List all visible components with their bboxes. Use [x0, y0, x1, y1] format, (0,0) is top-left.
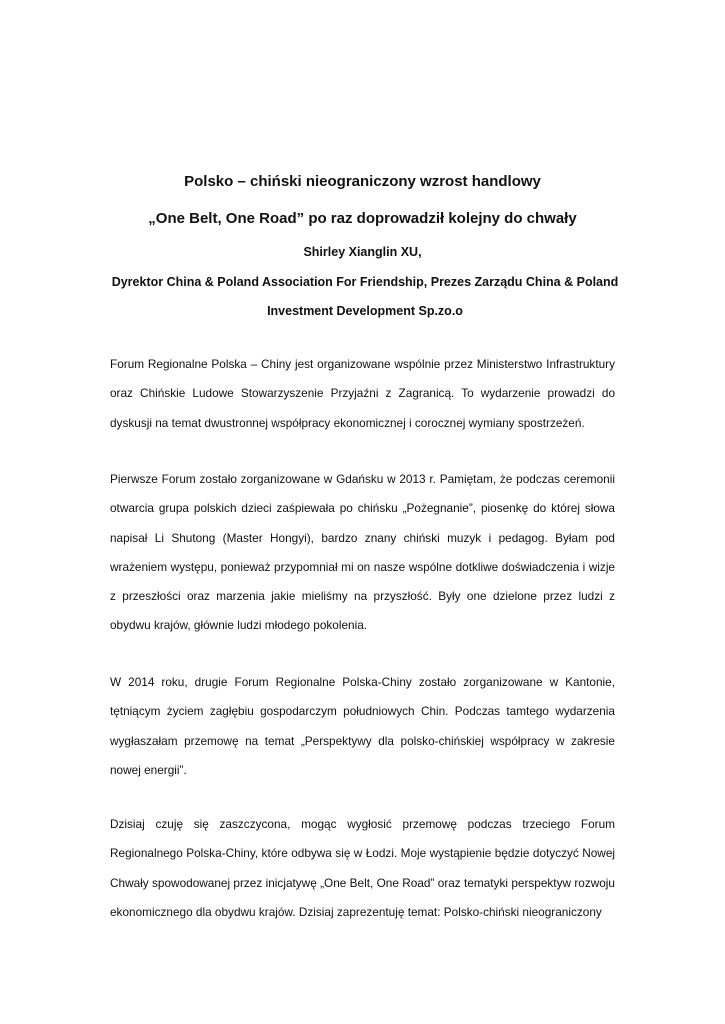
body-paragraph: Dzisiaj czuję się zaszczycona, mogąc wygłosić przemowę podczas trzeciego Forum Regionalnego Polska-Chiny, które odbywa się w Łodzi. Moje wystąpienie będzie dotyczyć Nowej Chwały spowodowanej przez inicjatywę „One Belt, One Road” oraz tematyki perspektyw rozwoju ekonomicznego dla obydwu krajów. Dzisiaj zaprezentuję temat: Polsko-chiński nieograniczony [110, 817, 615, 919]
document-title: Polsko – chiński nieograniczony wzrost handlowy [184, 173, 541, 190]
author-name: Shirley Xianglin XU, [303, 245, 422, 259]
body-paragraph: W 2014 roku, drugie Forum Regionalne Polska-Chiny zostało zorganizowane w Kantonie, tętniącym życiem zagłębiu gospodarczym południowych Chin. Podczas tamtego wydarzenia wygłaszałam przemowę na temat „Perspektywy dla polsko-chińskiej współpracy w zakresie nowej energii”. [110, 675, 615, 777]
body-paragraph: Pierwsze Forum zostało zorganizowane w Gdańsku w 2013 r. Pamiętam, że podczas ceremonii otwarcia grupa polskich dzieci zaśpiewała po chińsku „Pożegnanie”, piosenkę do której słowa napisał Li Shutong (Master Hongyi), bardzo znany chiński muzyk i pedagog. Byłam pod wrażeniem występu, ponieważ przypomniał mi on nasze wspólne dotkliwe doświadczenia i wizje z przeszłości oraz marzenia jakie mieliśmy na przyszłość. Były one dzielone przez ludzi z obydwu krajów, głównie ludzi młodego pokolenia. [110, 472, 615, 633]
author-role: Dyrektor China & Poland Association For Friendship, Prezes Zarządu China & Poland Investment Development Sp.zo.o [111, 275, 619, 318]
document-subtitle: „One Belt, One Road” po raz doprowadził kolejny do chwały [148, 210, 577, 227]
body-paragraph: Forum Regionalne Polska – Chiny jest organizowane wspólnie przez Ministerstwo Infrastruktury oraz Chińskie Ludowe Stowarzyszenie Przyjaźni z Zagranicą. To wydarzenie prowadzi do dyskusji na temat dwustronnej współpracy ekonomicznej i corocznej wymiany spostrzeżeń. [110, 357, 615, 430]
